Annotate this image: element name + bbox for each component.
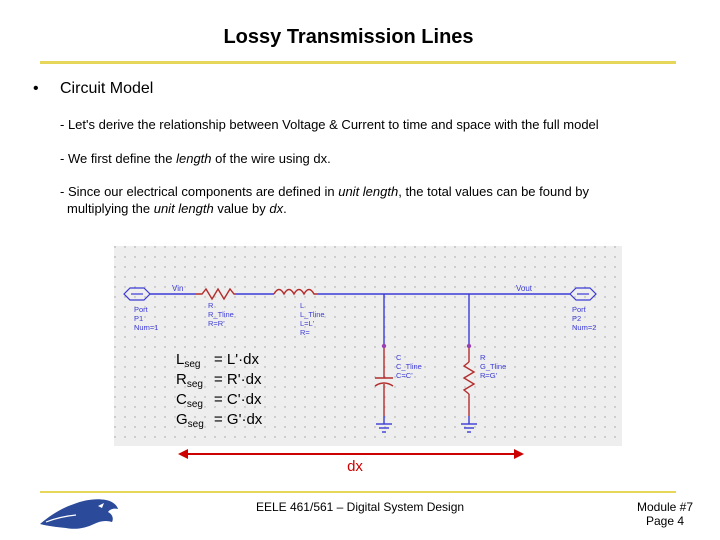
subpoint-unit-pre: - Since our electrical components are defined in (60, 184, 339, 199)
resistor-label-1: R_Tline (208, 310, 234, 319)
conductance-label-0: R (480, 353, 486, 362)
vout-label: Vout (516, 284, 533, 293)
footer-page: Page 4 (645, 514, 685, 528)
subpoint-derive: - Let's derive the relationship between Voltage & Current to time and space with the full model (60, 117, 599, 132)
equation-l: $L_{seg} = L'\cdot dx$ (176, 351, 259, 370)
inductor-label-2: L=L' (300, 319, 315, 328)
conductance-label-1: G_Tline (480, 362, 507, 371)
equation-c: $C_{seg} = C'\cdot dx$ (176, 391, 262, 410)
slide-title: Lossy Transmission Lines (223, 26, 474, 48)
node-conductance (467, 344, 471, 348)
equation-r: $R_{seg} = R'\cdot dx$ (176, 371, 262, 390)
subpoint-length-post: of the wire using dx. (211, 151, 331, 166)
port1-label-2: Num=1 (134, 323, 159, 332)
schematic-dot-grid (114, 246, 622, 446)
bobcat-logo (38, 494, 120, 532)
resistor-label-0: R (208, 301, 214, 310)
circuit-schematic (114, 246, 622, 446)
subpoint-unit-line2-pre: multiplying the (67, 201, 154, 216)
subpoint-length (60, 150, 331, 167)
subpoint-unit-line2-post: value by (213, 201, 270, 216)
vin-label: Vin (172, 284, 184, 293)
subpoint-length-em: length (176, 151, 212, 166)
equation-g: $G_{seg} = G'\cdot dx$ (176, 411, 263, 430)
bullet-circuit-model: Circuit Model (60, 80, 154, 97)
port2-label-2: Num=2 (572, 323, 597, 332)
port2-label-0: Port (572, 305, 586, 314)
subpoint-unit-em2: unit length (153, 201, 214, 216)
subpoint-unit-length (60, 183, 660, 217)
footer-course: EELE 461/561 – Digital System Design (255, 500, 465, 514)
node-capacitor (382, 344, 386, 348)
subpoint-length-pre: - We first define the (60, 151, 177, 166)
footer-module-page (620, 500, 710, 528)
subpoint-unit-mid: , the total values can be found by (398, 184, 590, 199)
bullet-marker: • (33, 80, 39, 97)
capacitor-label-0: C (396, 353, 402, 362)
conductance-label-2: R=G' (480, 371, 498, 380)
subpoint-unit-em3: dx (269, 201, 284, 216)
dx-label: dx (347, 458, 363, 475)
inductor-label-3: R= (300, 328, 310, 337)
capacitor-label-1: C_Tline (396, 362, 422, 371)
subpoint-unit-line2 (60, 200, 660, 217)
subpoint-unit-end: . (283, 201, 287, 216)
capacitor-label-2: C=C' (396, 371, 413, 380)
title-divider (40, 61, 676, 64)
footer-divider (40, 491, 676, 493)
port2-label-1: P2 (572, 314, 582, 323)
port1-label-0: Port (134, 305, 148, 314)
inductor-label-1: L_Tline (300, 310, 325, 319)
resistor-label-2: R=R' (208, 319, 225, 328)
footer-module: Module #7 (636, 500, 694, 514)
subpoint-unit-em1: unit length (338, 184, 399, 199)
port1-label-1: P1 (134, 314, 144, 323)
inductor-label-0: L (300, 301, 305, 310)
